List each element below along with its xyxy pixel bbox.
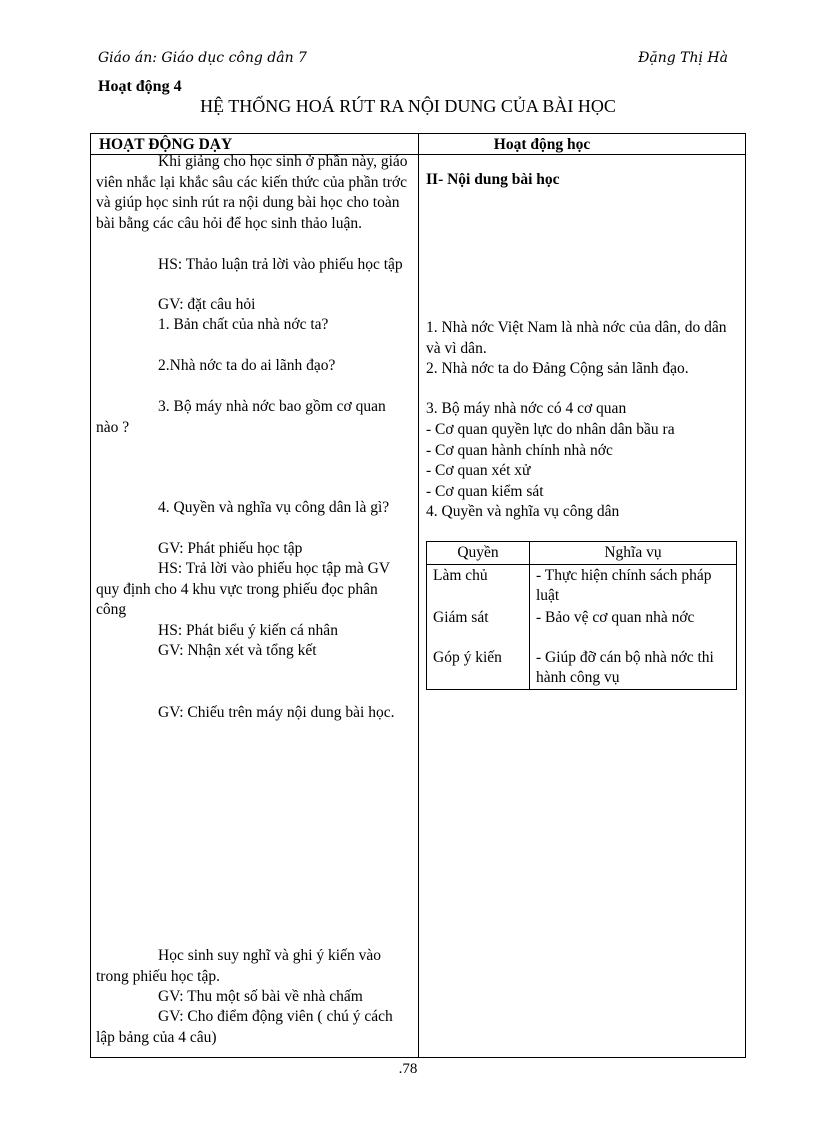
question-4	[96, 498, 410, 519]
hs-opinion	[96, 621, 410, 642]
table-cell: Giám sát	[427, 607, 530, 647]
teaching-column-header: HOẠT ĐỘNG DẠY	[99, 136, 233, 153]
question-1-text: 1. Bản chất của nhà nớc ta?	[158, 316, 329, 333]
learning-column-header: Hoạt động học	[493, 136, 591, 153]
table-cell: Góp ý kiến	[427, 647, 530, 690]
gv-grade	[96, 1007, 410, 1048]
gv-collect-text: GV: Thu một số bài về nhà chấm	[158, 988, 363, 1005]
hs-answer-text: HS: Trả lời vào phiếu học tập mà GV quy định cho 4 khu vực trong phiếu đọc phân công	[96, 560, 390, 618]
duties-header: Nghĩa vụ	[530, 542, 737, 565]
question-2-text: 2.Nhà nớc ta do ai lãnh đạo?	[158, 357, 336, 374]
list-item: - Cơ quan hành chính nhà nớc	[426, 441, 613, 459]
hs-reflection	[96, 946, 410, 987]
hs-opinion-text: HS: Phát biểu ý kiến cá nhân	[158, 622, 338, 639]
answer-3-list	[426, 420, 736, 502]
gv-question	[96, 295, 410, 316]
gv-collect	[96, 987, 410, 1008]
gv-question-text: GV: đặt câu hỏi	[158, 296, 256, 313]
table-header-row	[427, 542, 737, 565]
question-1	[96, 315, 410, 336]
list-item: - Cơ quan kiểm sát	[426, 482, 544, 500]
gv-handout	[96, 539, 410, 560]
table-cell: Làm chủ	[427, 565, 530, 608]
hs-discussion	[96, 255, 410, 276]
rights-header: Quyền	[427, 542, 530, 565]
teaching-intro	[96, 152, 410, 234]
answer-1: 1. Nhà nớc Việt Nam là nhà nớc của dân, do dân và vì dân.	[426, 319, 727, 357]
question-4-text: 4. Quyền và nghĩa vụ công dân là gì?	[158, 499, 390, 516]
question-2	[96, 356, 410, 377]
hs-answer	[96, 559, 410, 621]
table-row	[427, 647, 737, 690]
gv-summary-text: GV: Nhận xét và tổng kết	[158, 642, 317, 659]
question-3-text: 3. Bộ máy nhà nớc bao gồm cơ quan nào ?	[96, 398, 386, 436]
list-item: - Cơ quan xét xử	[426, 462, 531, 479]
gv-handout-text: GV: Phát phiếu học tập	[158, 540, 303, 557]
header-right: Đặng Thị Hà	[638, 50, 728, 66]
gv-projector-text: GV: Chiếu trên máy nội dung bài học.	[158, 704, 395, 721]
answer-3: 3. Bộ máy nhà nớc có 4 cơ quan	[426, 400, 627, 417]
table-row	[427, 607, 737, 647]
column-divider	[418, 134, 419, 1057]
hs-discussion-text: HS: Thảo luận trả lời vào phiếu học tập	[158, 256, 403, 273]
answer-2: 2. Nhà nớc ta do Đảng Cộng sản lãnh đạo.	[426, 360, 689, 377]
page-title: HỆ THỐNG HOÁ RÚT RA NỘI DUNG CỦA BÀI HỌC	[200, 96, 616, 116]
table-row	[427, 565, 737, 608]
rights-duties-table	[426, 541, 737, 690]
gv-summary	[96, 641, 410, 662]
section-heading: II- Nội dung bài học	[426, 171, 560, 188]
table-cell: - Giúp đỡ cán bộ nhà nớc thi hành công vụ	[530, 647, 737, 690]
activity-label: Hoạt động 4	[98, 78, 182, 95]
answer-4: 4. Quyền và nghĩa vụ công dân	[426, 503, 620, 520]
question-3	[96, 397, 410, 438]
hs-reflection-text: Học sinh suy nghĩ và ghi ý kiến vào trong phiếu học tập.	[96, 947, 382, 985]
page-number: .78	[398, 1061, 418, 1077]
table-cell: - Bảo vệ cơ quan nhà nớc	[530, 607, 737, 647]
header-left: Giáo án: Giáo dục công dân 7	[98, 50, 307, 66]
table-cell: - Thực hiện chính sách pháp luật	[530, 565, 737, 608]
gv-projector	[96, 703, 410, 724]
teaching-intro-text: Khi giảng cho học sinh ở phần này, giáo viên nhắc lại khắc sâu các kiến thức của phần trớc và giúp học sinh rút ra nội dung bài học cho toàn bài bằng các câu hỏi để học sinh thảo luận.	[96, 153, 408, 232]
list-item: - Cơ quan quyền lực do nhân dân bầu ra	[426, 421, 675, 438]
gv-grade-text: GV: Cho điểm động viên ( chú ý cách lập bảng của 4 câu)	[96, 1008, 393, 1046]
